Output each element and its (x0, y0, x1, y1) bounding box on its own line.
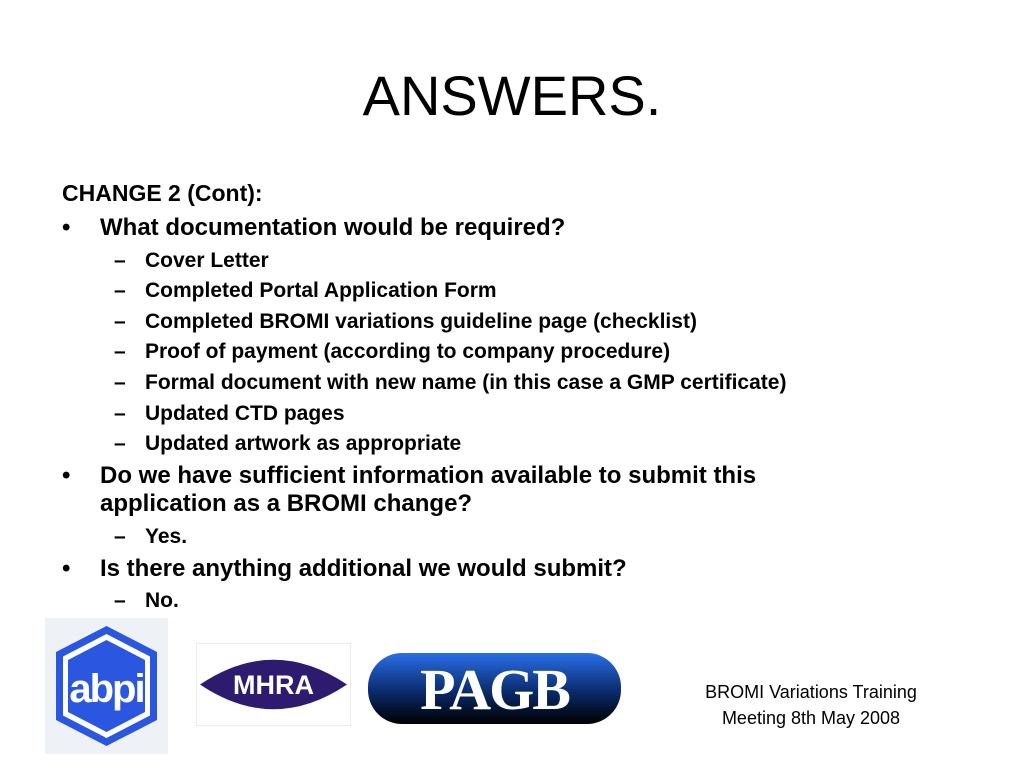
slide-title: ANSWERS. (362, 64, 662, 127)
question-2 (62, 462, 962, 518)
dash-marker: – (114, 248, 126, 272)
answer-text: Updated artwork as appropriate (145, 432, 462, 456)
pagb-logo-text: PAGB (420, 657, 569, 722)
answer-item (62, 371, 962, 395)
question-text-line1: Do we have sufficient information available to submit this (100, 462, 757, 490)
dash-marker: – (114, 279, 126, 303)
question-text: Is there anything additional we would submit? (100, 554, 627, 582)
answer-text: Completed Portal Application Form (145, 279, 497, 303)
dash-marker: – (114, 432, 126, 456)
answer-item (62, 340, 962, 364)
answer-text: Proof of payment (according to company procedure) (145, 340, 671, 364)
footer-caption (676, 679, 946, 731)
answer-text: Yes. (145, 524, 188, 548)
bullet-marker: • (62, 462, 71, 490)
footer-line-1: BROMI Variations Training (705, 682, 917, 702)
question-text-line2: application as a BROMI change? (100, 490, 473, 518)
footer-line-2: Meeting 8th May 2008 (721, 708, 901, 728)
question-text: What documentation would be required? (100, 214, 566, 241)
slide-body (62, 178, 962, 613)
abpi-logo (45, 618, 168, 754)
pagb-logo (366, 651, 623, 726)
question-1 (62, 214, 962, 242)
question-3 (62, 555, 962, 583)
dash-marker: – (114, 370, 126, 394)
answer-text: Cover Letter (145, 248, 269, 272)
abpi-logo-text: abpi (69, 667, 144, 711)
answer-item (62, 310, 962, 334)
dash-marker: – (114, 524, 126, 548)
answer-item (62, 525, 962, 549)
mhra-logo-text: MHRA (233, 670, 314, 700)
answer-text: No. (145, 589, 179, 613)
answer-item (62, 432, 962, 456)
answer-item (62, 589, 962, 613)
answer-item (62, 279, 962, 303)
bullet-marker: • (62, 214, 71, 241)
bullet-marker: • (62, 554, 71, 582)
answer-text: Completed BROMI variations guideline page (checklist) (145, 309, 697, 333)
mhra-logo (196, 643, 351, 726)
answer-text: Formal document with new name (in this case a GMP certificate) (145, 370, 787, 394)
dash-marker: – (114, 309, 126, 333)
dash-marker: – (114, 401, 126, 425)
section-heading: CHANGE 2 (Cont): (62, 180, 263, 206)
answer-text: Updated CTD pages (145, 401, 345, 425)
answer-item (62, 249, 962, 273)
dash-marker: – (114, 340, 126, 364)
dash-marker: – (114, 589, 126, 613)
answer-item (62, 402, 962, 426)
